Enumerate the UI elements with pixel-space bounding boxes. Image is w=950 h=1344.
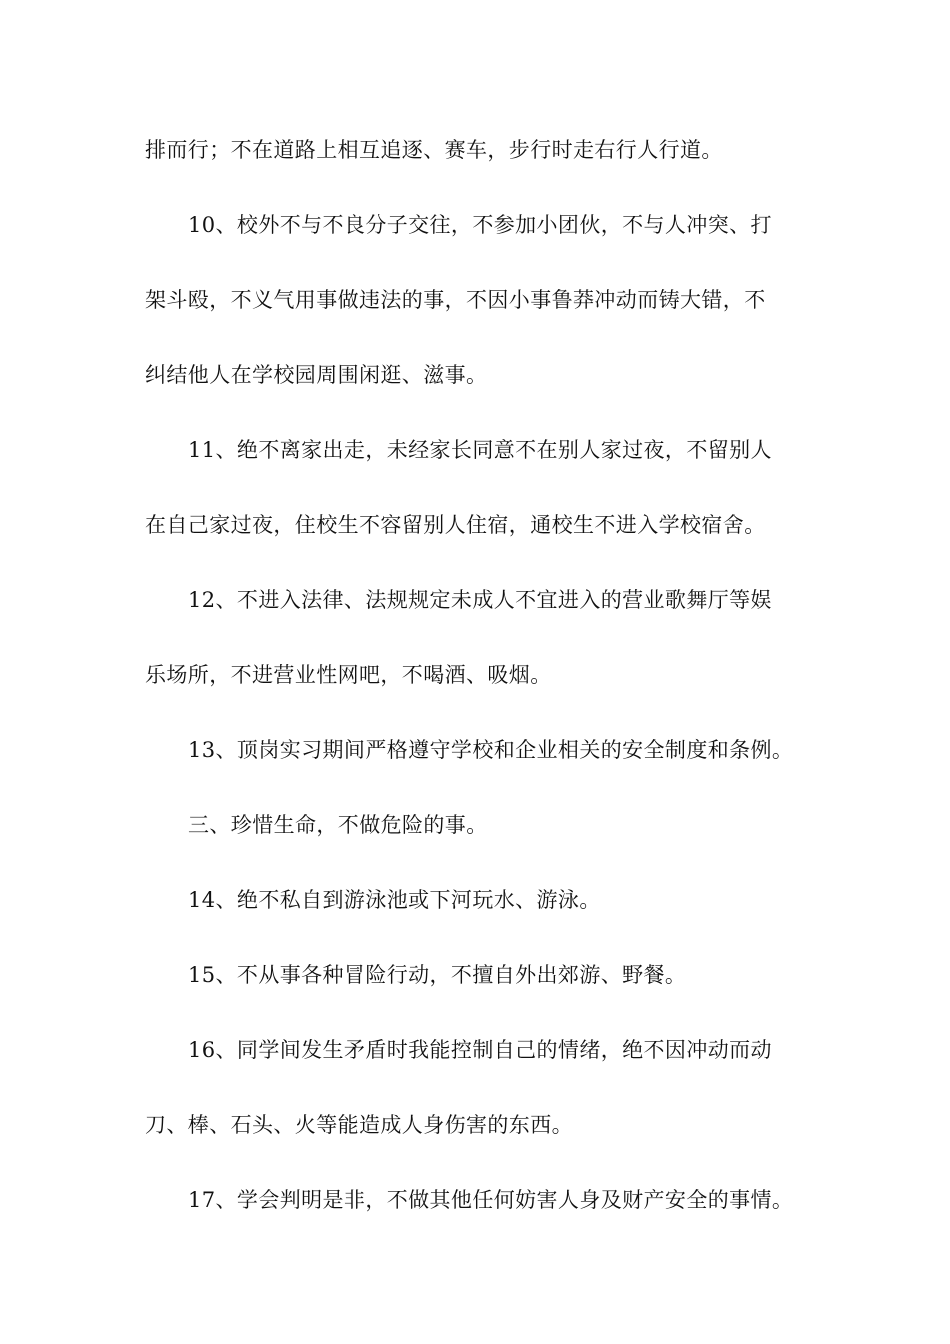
section-heading: 三、珍惜生命，不做危险的事。: [188, 813, 488, 837]
text-line: 10、校外不与不良分子交往，不参加小团伙，不与人冲突、打: [188, 213, 772, 237]
text-line: 刀、棒、石头、火等能造成人身伤害的东西。: [145, 1113, 573, 1137]
text-line: 乐场所，不进营业性网吧，不喝酒、吸烟。: [145, 663, 552, 687]
text-line: 13、顶岗实习期间严格遵守学校和企业相关的安全制度和条例。: [188, 738, 794, 762]
text-line: 纠结他人在学校园周围闲逛、滋事。: [145, 363, 488, 387]
text-line: 14、绝不私自到游泳池或下河玩水、游泳。: [188, 888, 601, 912]
text-line: 12、不进入法律、法规规定未成人不宜进入的营业歌舞厅等娱: [188, 588, 772, 612]
text-line: 排而行；不在道路上相互追逐、赛车，步行时走右行人行道。: [145, 138, 723, 162]
text-line: 架斗殴，不义气用事做违法的事，不因小事鲁莽冲动而铸大错，不: [145, 288, 766, 312]
text-line: 17、学会判明是非，不做其他任何妨害人身及财产安全的事情。: [188, 1188, 794, 1212]
text-line: 15、不从事各种冒险行动，不擅自外出郊游、野餐。: [188, 963, 687, 987]
text-line: 16、同学间发生矛盾时我能控制自己的情绪，绝不因冲动而动: [188, 1038, 772, 1062]
text-line: 11、绝不离家出走，未经家长同意不在别人家过夜，不留别人: [188, 438, 772, 462]
text-line: 在自己家过夜，住校生不容留别人住宿，通校生不进入学校宿舍。: [145, 513, 766, 537]
